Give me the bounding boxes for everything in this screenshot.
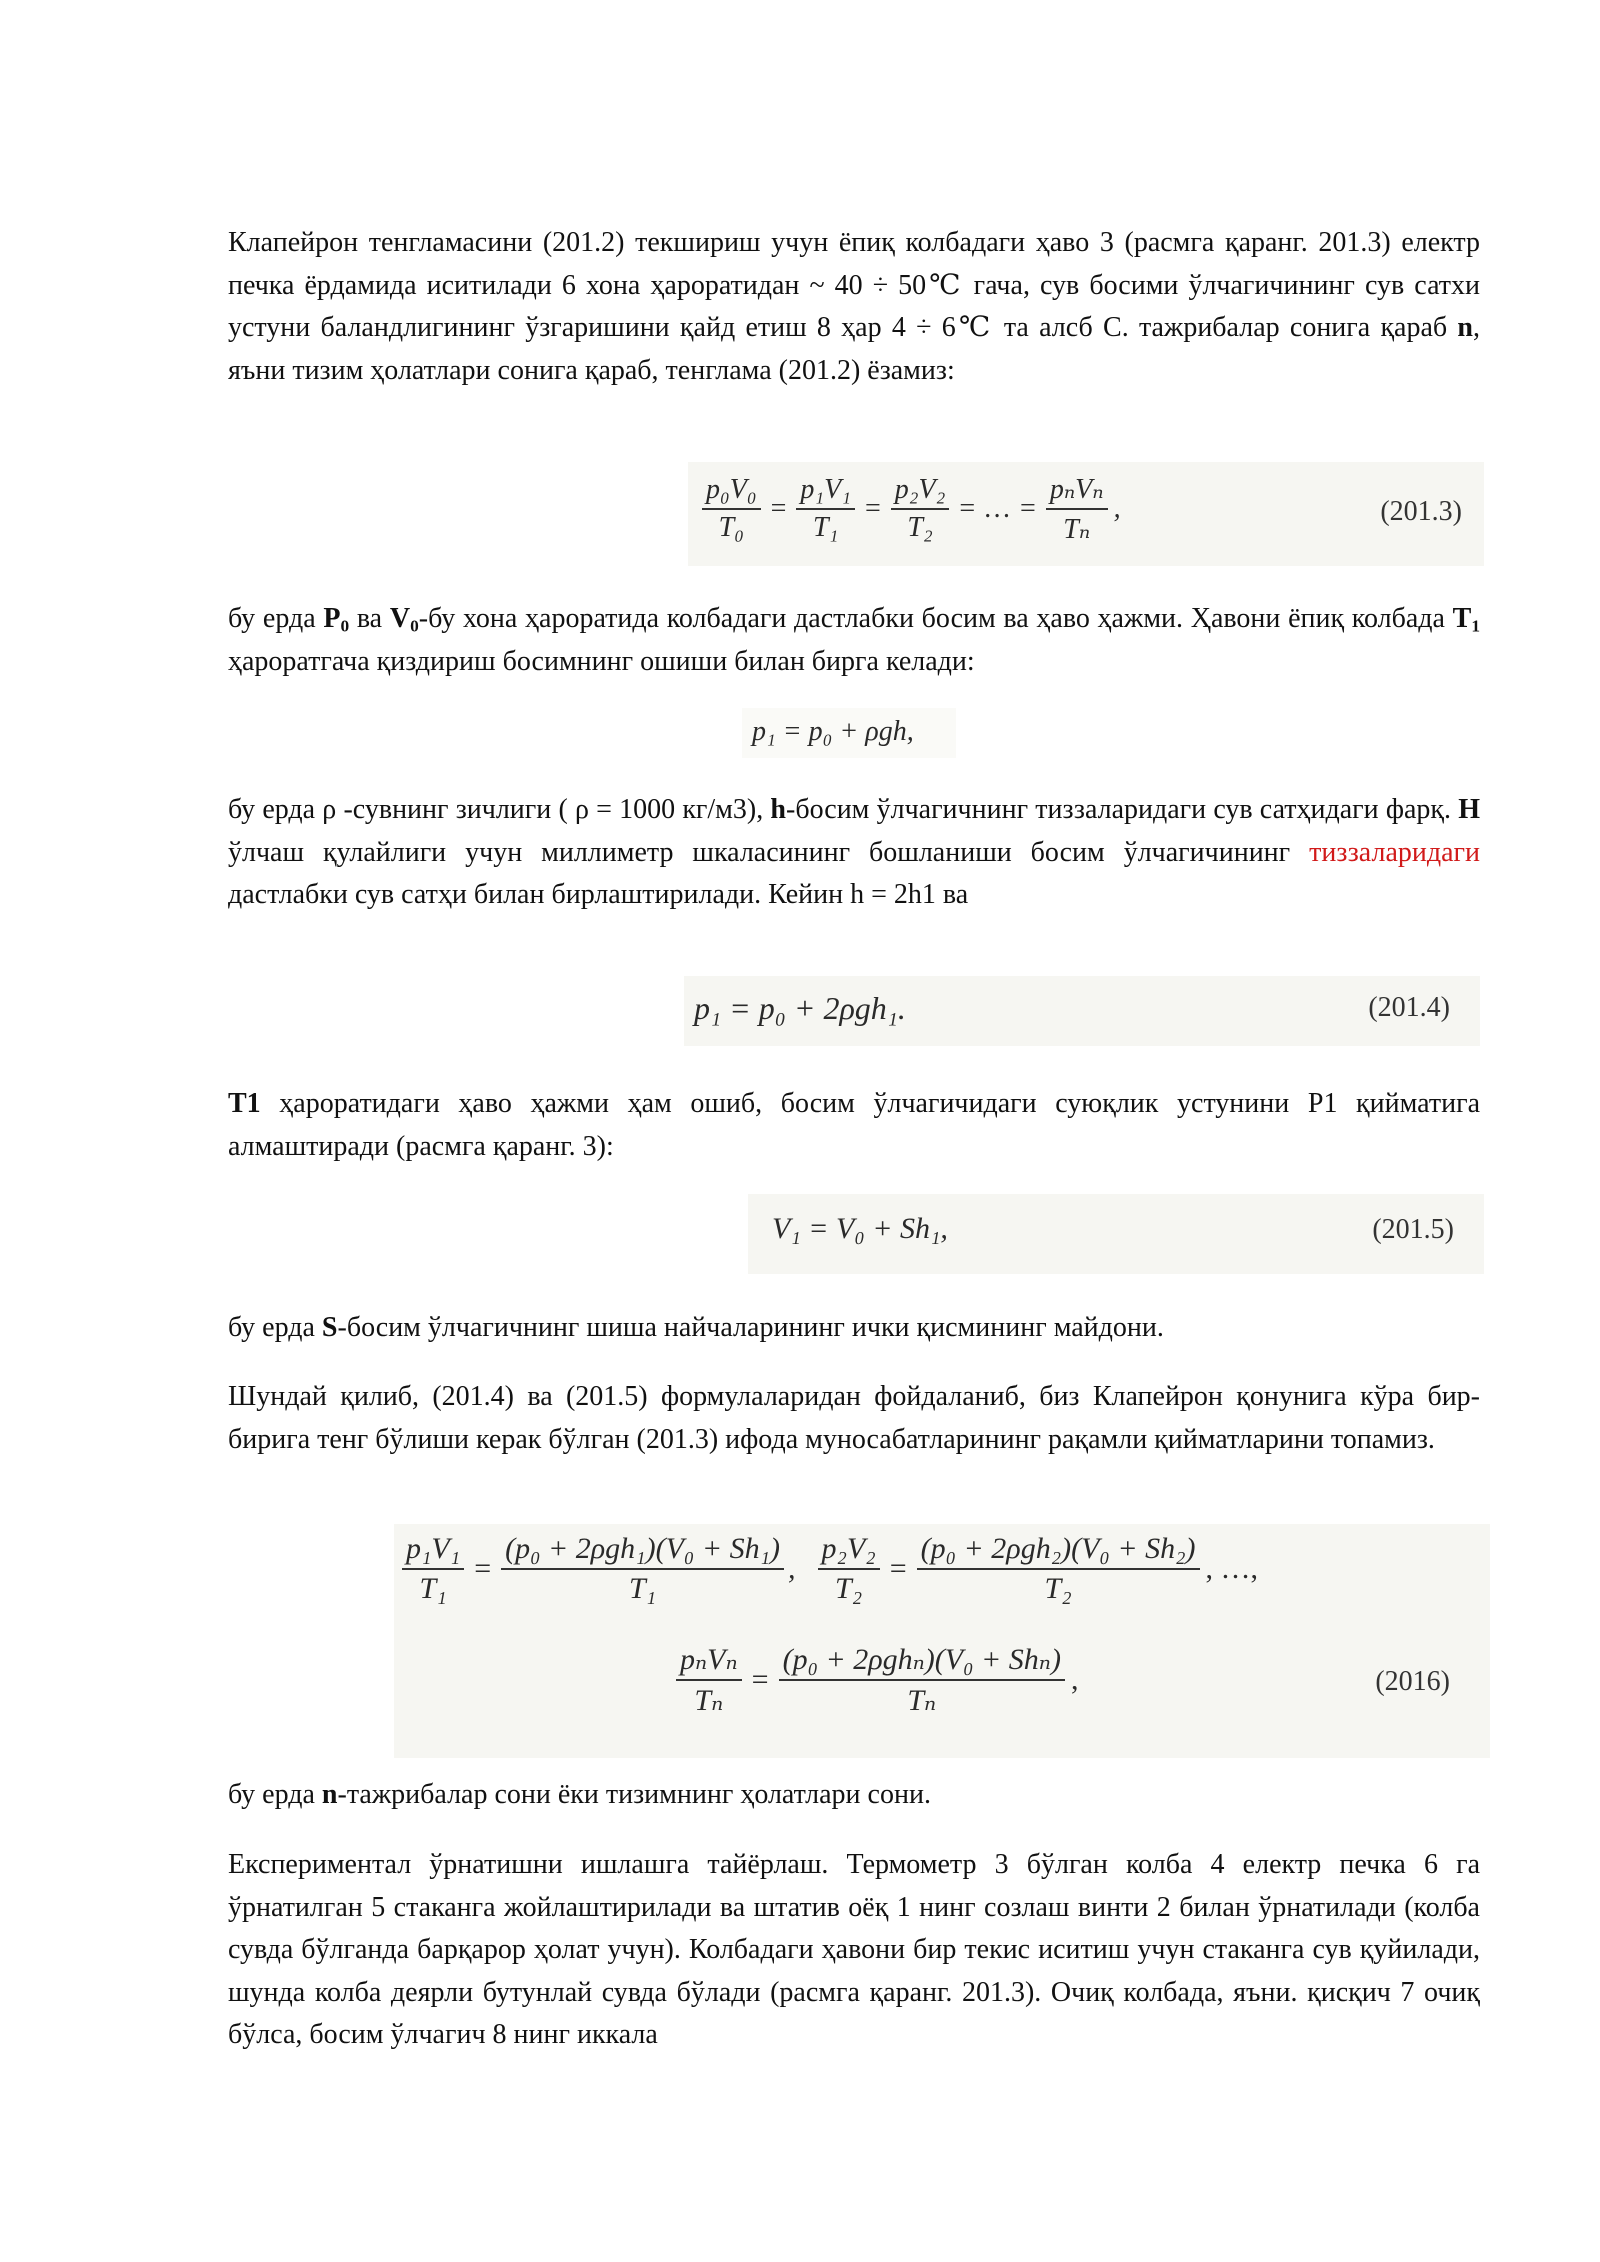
paragraph-text: Клапейрон тенгламасини (201.2) текшириш учун ёпиқ колбадаги ҳаво 3 (расмга қаранг. 201.3) електр печка ёрдамида иситилади 6 хона ҳароратидан ~ 40 ÷ 50℃ гача, сув босими ўлчагичининг сув сатхи устуни баландлигининг ўзгаришини қайд етиш 8 ҳар 4 ÷ 6℃ та алсб C. тажрибалар сонига қараб xyxy=(228,227,1480,343)
fraction: $\frac{\text{pₙVₙ}}{\text{Tₙ}}$ xyxy=(1046,472,1108,546)
paragraph-density: бу ерда ρ -сувнинг зичлиги ( ρ = 1000 кг/м3), h-босим ўлчагичнинг тиззаларидаги сув сатҳидаги фарқ. H ўлчаш қулайлиги учун миллиметр шкаласининг бошланиши босим ўлчагичининг тиззаларидаги дастлабки сув сатҳи билан бирлаштирилади. Кейин h = 2h1 ва xyxy=(228,794,1480,910)
bold-term-v0: V xyxy=(389,603,411,634)
equation-row-2: $\frac{\text{pₙVₙ}}{\text{Tₙ}}$ = $\frac{\text{(p₀ + 2ρghₙ)(V₀ + Shₙ)}}{\text{Tₙ}}$ , xyxy=(676,1642,1078,1718)
equation-201-5 xyxy=(748,1194,1484,1274)
bold-term-n: n xyxy=(1457,312,1473,343)
equation-row-1: $\frac{\text{p₁V₁}}{\text{T₁}}$ = $\frac{\text{(p₀ + 2ρgh₁)(V₀ + Sh₁)}}{\text{T₁}}$ , $\frac{\text{p₂V₂}}{\text{T₂}}$ = $\frac{\text{(p₀ + 2ρgh₂)(V₀ + Sh₂)}}{\text{T₂}}$ , …, xyxy=(402,1532,1258,1606)
paragraph-volume: T1 ҳароратидаги ҳаво ҳажми ҳам ошиб, босим ўлчагичидаги суюқлик устунини P1 қийматига алмаштиради (расмга қаранг. 3): xyxy=(228,1088,1480,1162)
fraction: $\frac{\text{p₁V₁}}{\text{T₁}}$ xyxy=(796,474,855,544)
equation-text: p₁ = p₀ + ρgh, xyxy=(752,716,914,747)
equation-201-3 xyxy=(688,462,1484,566)
paragraph-text: , яъни тизим ҳолатлари сонига қараб, тенглама (201.2) ёзамиз: xyxy=(228,312,1480,386)
equation-pressure xyxy=(742,708,956,758)
equation-row: $\frac{\text{p₀V₀}}{\text{T₀}}$ = $\frac{\text{p₁V₁}}{\text{T₁}}$ = $\frac{\text{p₂V₂}}{\text{T₂}}$ = … = $\frac{\text{pₙVₙ}}{\text{Tₙ}}$ , xyxy=(702,472,1121,546)
bold-term-H: H xyxy=(1458,794,1480,825)
equation-number: (2016) xyxy=(1375,1666,1450,1697)
paragraph-n-definition: бу ерда n-тажрибалар сони ёки тизимнинг ҳолатлари сони. xyxy=(228,1779,931,1810)
bold-term-T1: T1 xyxy=(228,1088,261,1119)
highlighted-word: тиззаларидаги xyxy=(1309,836,1480,868)
equation-number: (201.5) xyxy=(1372,1214,1454,1245)
equation-2016 xyxy=(394,1524,1490,1758)
equation-text: p₁ = p₀ + 2ρgh₁. xyxy=(694,990,906,1026)
fraction: $\frac{\text{p₀V₀}}{\text{T₀}}$ xyxy=(702,474,761,544)
ellipsis: … xyxy=(985,493,1011,524)
bold-term-n: n xyxy=(321,1779,338,1810)
equation-number: (201.4) xyxy=(1368,992,1450,1023)
paragraph-summary: Шундай қилиб, (201.4) ва (201.5) формулаларидан фойдаланиб, биз Клапейрон қонунига кўра бир-бирига тенг бўлиши керак бўлган (201.3) ифода муносабатларининг рақамли қийматларини топамиз. xyxy=(228,1381,1480,1455)
paragraph-setup: Експериментал ўрнатишни ишлашга тайёрлаш. Термометр 3 бўлган колба 4 електр печка 6 га ўрнатилган 5 стаканга жойлаштирилади ва штатив оёқ 1 нинг созлаш винти 2 билан ўрнатилади (колба сувда бўлганда барқарор ҳолат учун). Колбадаги ҳавони бир текис иситиш учун стаканга сув қуйилади, шунда колба деярли бутунлай сувда бўлади (расмга қаранг. 201.3). Очиқ колбада, яъни. қисқич 7 очиқ бўлса, босим ўлчагич 8 нинг иккала xyxy=(228,1849,1480,2050)
bold-term-t1: T xyxy=(1452,603,1472,634)
bold-term-S: S xyxy=(321,1312,338,1343)
fraction: $\frac{\text{p₂V₂}}{\text{T₂}}$ xyxy=(891,474,950,544)
bold-term-h: h xyxy=(770,794,786,825)
paragraph-intro xyxy=(228,222,1480,392)
paragraph-definitions: бу ерда $P_0$ ва $V_0-бу$ хона ҳароратида колбадаги дастлабки босим ва ҳаво ҳажми. Ҳавони ёпиқ колбада $T_1$ ҳароратгача қиздириш босимнинг ошиши билан бирга келади: xyxy=(228,603,1481,677)
equation-number: (201.3) xyxy=(1380,496,1462,527)
paragraph-area: бу ерда S-босим ўлчагичнинг шиша найчаларининг ички қисмининг майдони. xyxy=(228,1312,1164,1343)
equation-201-4 xyxy=(684,976,1480,1046)
equation-text: V₁ = V₀ + Sh₁, xyxy=(772,1212,948,1245)
bold-term-p0: P xyxy=(323,603,341,634)
